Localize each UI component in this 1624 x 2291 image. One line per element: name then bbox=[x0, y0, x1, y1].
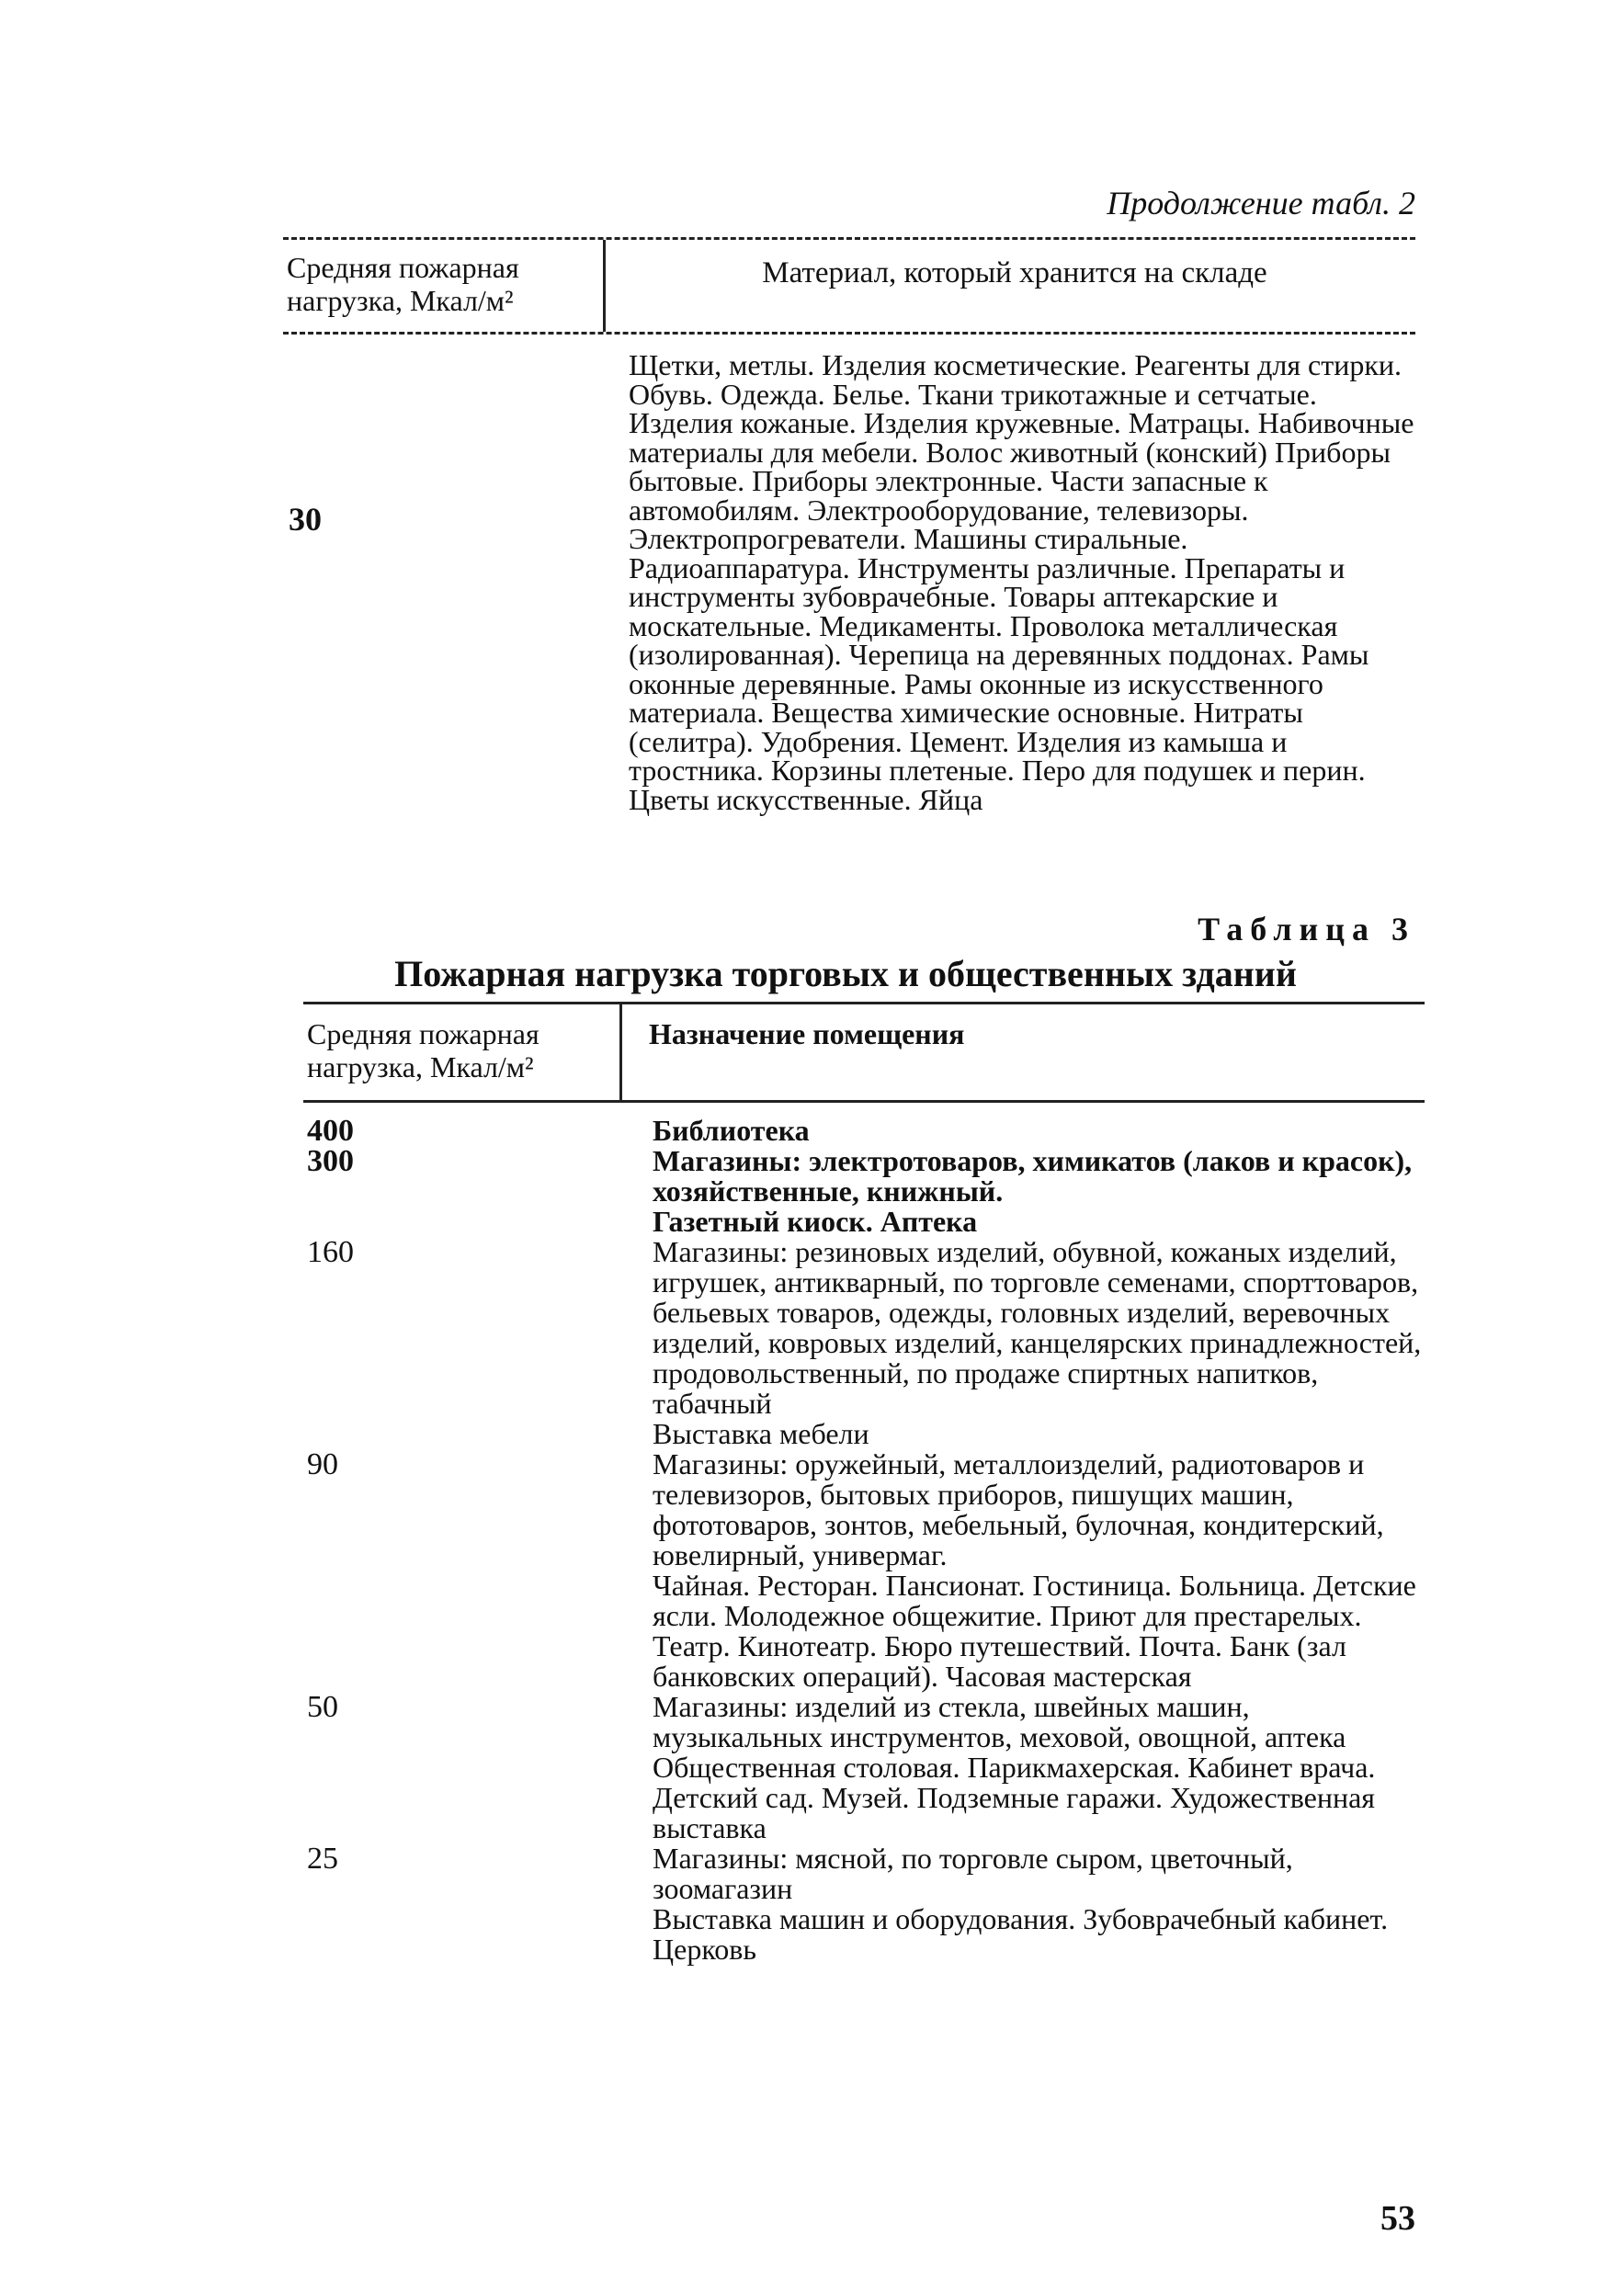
table3 bbox=[303, 1002, 1425, 1965]
column-divider bbox=[603, 240, 606, 332]
table-rule bbox=[303, 1100, 1425, 1103]
fire-load-value: 400 bbox=[307, 1114, 354, 1148]
table-row bbox=[303, 1237, 1425, 1449]
purpose-line: Магазины: мясной, по торговле сыром, цветочный, зоомагазин bbox=[653, 1842, 1293, 1905]
table-label: Таблица 3 bbox=[1198, 911, 1415, 947]
table-row bbox=[283, 348, 1415, 928]
purpose-line: Магазины: электротоваров, химикатов (лаков и красок), хозяйственные, книжный. bbox=[653, 1144, 1413, 1208]
room-purpose bbox=[653, 1843, 1425, 1965]
fire-load-value: 300 bbox=[307, 1144, 354, 1178]
purpose-line: Чайная. Ресторан. Пансионат. Гостиница. Больница. Детские ясли. Молодежное общежитие. Приют для престарелых. Театр. Кинотеатр. Бюро путешествий. Почта. Банк (зал банковских операций). Часовая мастерская bbox=[653, 1569, 1416, 1693]
purpose-line: Выставка машин и оборудования. Зубоврачебный кабинет. bbox=[653, 1902, 1389, 1935]
header-fire-load: Средняя пожарная нагрузка, Мкал/м² bbox=[287, 251, 519, 317]
purpose-line: Магазины: резиновых изделий, обувной, кожаных изделий, игрушек, антикварный, по торговле семенами, спорттоваров, бельевых товаров, одежды, головных изделий, веревочных изделий, ковровых изделий, канцелярских принадлежностей, продовольственный, по продаже спиртных напитков, табачный bbox=[653, 1235, 1422, 1420]
table-body bbox=[303, 1116, 1425, 1965]
table-continuation-caption: Продолжение табл. 2 bbox=[1107, 185, 1415, 221]
purpose-line: Церковь bbox=[653, 1933, 756, 1966]
room-purpose bbox=[653, 1692, 1425, 1843]
purpose-line: Выставка мебели bbox=[653, 1417, 869, 1450]
room-purpose bbox=[653, 1237, 1425, 1449]
purpose-line: Детский сад. Музей. Подземные гаражи. Художественная выставка bbox=[653, 1781, 1375, 1844]
table-row bbox=[303, 1146, 1425, 1237]
fire-load-value: 50 bbox=[307, 1690, 338, 1724]
purpose-line: Библиотека bbox=[653, 1114, 810, 1147]
table-row bbox=[303, 1843, 1425, 1965]
column-divider bbox=[619, 1004, 622, 1100]
room-purpose bbox=[653, 1116, 1425, 1146]
fire-load-value: 25 bbox=[307, 1842, 338, 1876]
room-purpose bbox=[653, 1449, 1425, 1692]
fire-load-value: 30 bbox=[289, 501, 322, 538]
header-material: Материал, который хранится на складе bbox=[762, 256, 1267, 289]
table-row bbox=[303, 1449, 1425, 1692]
purpose-line: Газетный киоск. Аптека bbox=[653, 1205, 978, 1238]
table-header bbox=[303, 1004, 1425, 1100]
table-row bbox=[303, 1692, 1425, 1843]
table-row bbox=[303, 1116, 1425, 1146]
header-room-purpose: Назначение помещения bbox=[649, 1017, 965, 1050]
header-fire-load: Средняя пожарная нагрузка, Мкал/м² bbox=[307, 1017, 539, 1083]
purpose-line: Магазины: оружейный, металлоизделий, радиотоваров и телевизоров, бытовых приборов, пишущих машин, фототоваров, зонтов, мебельный, булочная, кондитерский, ювелирный, универмаг. bbox=[653, 1447, 1384, 1571]
purpose-line: Магазины: изделий из стекла, швейных машин, музыкальных инструментов, меховой, овощной, аптека bbox=[653, 1690, 1346, 1753]
table-header bbox=[283, 240, 1415, 332]
fire-load-value: 90 bbox=[307, 1447, 338, 1481]
fire-load-value: 160 bbox=[307, 1235, 354, 1269]
table-rule bbox=[283, 332, 1415, 335]
room-purpose bbox=[653, 1146, 1425, 1237]
purpose-line: Общественная столовая. Парикмахерская. Кабинет врача. bbox=[653, 1751, 1376, 1784]
table2-continuation bbox=[283, 237, 1415, 928]
table-title: Пожарная нагрузка торговых и общественных зданий bbox=[394, 953, 1297, 994]
page-number: 53 bbox=[1380, 2199, 1415, 2238]
material-description: Щетки, метлы. Изделия косметические. Реагенты для стирки. Обувь. Одежда. Белье. Ткани трикотажные и сетчатые. Изделия кожаные. Изделия кружевные. Матрацы. Набивочные материалы для мебели. Волос животный (конский) Приборы бытовые. Приборы электронные. Части запасные к автомобилям. Электрооборудование, телевизоры. Электропрогреватели. Машины стиральные. Радиоаппаратура. Инструменты различные. Препараты и инструменты зубоврачебные. Товары аптекарские и москательные. Медикаменты. Проволока металлическая (изолированная). Черепица на деревянных поддонах. Рамы оконные деревянные. Рамы оконные из искусственного материала. Вещества химические основные. Нитраты (селитра). Удобрения. Цемент. Изделия из камыша и тростника. Корзины плетеные. Перо для подушек и перин. Цветы искусственные. Яйца bbox=[629, 348, 1414, 816]
